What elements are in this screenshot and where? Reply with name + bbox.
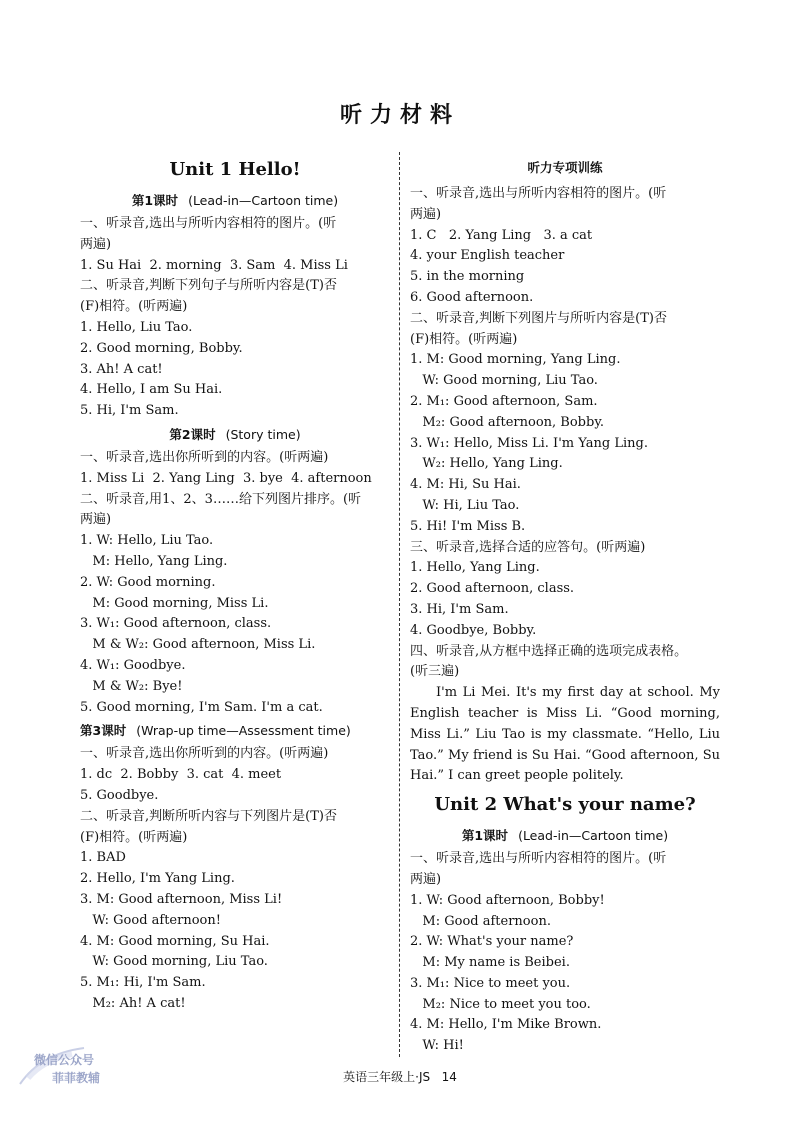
content-line: 1. BAD <box>80 850 126 866</box>
lesson1-heading <box>80 188 390 214</box>
content-line: 2. W: What's your name? <box>410 934 574 950</box>
content-line: 两遍) <box>80 512 112 528</box>
footer-book: 英语三年级上·JS <box>343 1070 431 1084</box>
content-line: M: Hello, Yang Ling. <box>80 553 228 569</box>
content-line: 2. W: Good morning. <box>80 574 216 590</box>
lesson3-content <box>80 744 390 1014</box>
content-line: W: Hi, Liu Tao. <box>410 497 520 513</box>
unit1-title: Unit 1 Hello! <box>169 159 301 180</box>
content-line: M & W₂: Good afternoon, Miss Li. <box>80 637 316 653</box>
content-line: 1. Hello, Yang Ling. <box>410 560 540 576</box>
unit2-lesson1-content <box>410 849 720 1057</box>
content-line: 4. W₁: Goodbye. <box>80 657 186 673</box>
lesson2-heading <box>80 422 390 448</box>
special-training-content <box>410 184 720 683</box>
content-line: 5. Hi, I'm Sam. <box>80 403 179 419</box>
content-line: W: Good morning, Liu Tao. <box>80 954 268 970</box>
section-instruction: 四、听录音,从方框中选择正确的选项完成表格。 <box>410 643 688 659</box>
content-line: 3. Hi, I'm Sam. <box>410 601 509 617</box>
lesson3-label: 第3课时 <box>80 723 127 739</box>
content-line: 3. W₁: Hello, Miss Li. I'm Yang Ling. <box>410 435 648 451</box>
content-line: 5. Hi! I'm Miss B. <box>410 518 526 534</box>
section-instruction: 一、听录音,选出与所听内容相符的图片。(听 <box>410 851 667 867</box>
content-line: 4. your English teacher <box>410 248 565 264</box>
lesson3-name: (Wrap-up time—Assessment time) <box>136 723 351 739</box>
content-line: M: Good morning, Miss Li. <box>80 595 269 611</box>
section-instruction: 一、听录音,选出与所听内容相符的图片。(听 <box>410 186 667 201</box>
content-line: 2. Good morning, Bobby. <box>80 340 243 356</box>
lesson3-heading <box>80 718 390 744</box>
content-line: 5. Good morning, I'm Sam. I'm a cat. <box>80 699 323 715</box>
lesson2-name: (Story time) <box>225 426 301 442</box>
section-instruction: 一、听录音,选出你所听到的内容。(听两遍) <box>80 746 329 762</box>
content-line: 两遍) <box>80 236 112 252</box>
section-instruction: 三、听录音,选择合适的应答句。(听两遍) <box>410 539 646 555</box>
lesson1-name: (Lead-in—Cartoon time) <box>188 193 339 208</box>
unit2-lesson1-label: 第1课时 <box>461 828 509 844</box>
content-line: 1. W: Good afternoon, Bobby! <box>410 892 605 908</box>
section-instruction: 一、听录音,选出你所听到的内容。(听两遍) <box>80 449 329 465</box>
content-line: (F)相符。(听两遍) <box>410 331 518 347</box>
watermark-line1: 微信公众号 <box>34 1053 95 1067</box>
lesson1-content <box>80 214 390 422</box>
special-training-title <box>410 152 720 184</box>
content-line: 5. Goodbye. <box>80 787 159 803</box>
content-line: 3. M: Good afternoon, Miss Li! <box>80 891 283 907</box>
content-line: W: Good afternoon! <box>80 912 221 928</box>
content-line: (F)相符。(听两遍) <box>80 829 188 845</box>
left-column <box>80 152 390 1015</box>
listening-paragraph: I'm Li Mei. It's my first day at school. My English teacher is Miss Li. “Good morning, Miss Li.” Liu Tao is my classmate. “Hello, Liu Tao.” My friend is Su Hai. “Good afternoon, Su Hai.” I can greet people politely. <box>410 685 720 784</box>
content-line: W: Good morning, Liu Tao. <box>410 373 598 389</box>
content-line: 5. in the morning <box>410 269 525 285</box>
lesson1-label: 第1课时 <box>131 193 179 208</box>
content-line: 4. M: Hi, Su Hai. <box>410 477 521 493</box>
content-line: M₂: Ah! A cat! <box>80 995 186 1011</box>
content-line: 1. Su Hai 2. morning 3. Sam 4. Miss Li <box>80 257 348 273</box>
right-column <box>410 152 720 1057</box>
content-line: 1. dc 2. Bobby 3. cat 4. meet <box>80 767 282 783</box>
content-line: (听三遍) <box>410 664 460 680</box>
watermark-line2: 菲菲教辅 <box>52 1071 101 1085</box>
column-divider <box>399 152 400 1057</box>
content-line: 3. M₁: Nice to meet you. <box>410 975 571 991</box>
unit2-lesson1-heading <box>410 823 720 849</box>
content-line: W: Hi! <box>410 1038 464 1054</box>
content-line: 1. Miss Li 2. Yang Ling 3. bye 4. afternoon <box>80 470 372 486</box>
section-instruction: 二、听录音,判断下列句子与所听内容是(T)否 <box>80 278 337 294</box>
section-instruction: 二、听录音,判断所听内容与下列图片是(T)否 <box>80 808 337 824</box>
content-line: 2. Hello, I'm Yang Ling. <box>80 871 235 887</box>
content-line: M₂: Nice to meet you too. <box>410 996 591 1012</box>
special-training-label: 听力专项训练 <box>527 160 603 175</box>
content-line: M & W₂: Bye! <box>80 678 183 694</box>
content-line: 1. W: Hello, Liu Tao. <box>80 533 214 549</box>
page-footer <box>0 1068 800 1085</box>
content-line: 4. Hello, I am Su Hai. <box>80 382 223 398</box>
content-line: M₂: Good afternoon, Bobby. <box>410 414 605 430</box>
content-line: 5. M₁: Hi, I'm Sam. <box>80 975 206 991</box>
content-line: (F)相符。(听两遍) <box>80 299 188 315</box>
lesson2-content <box>80 448 390 718</box>
content-line: 2. M₁: Good afternoon, Sam. <box>410 393 598 409</box>
section-instruction: 二、听录音,判断下列图片与所听内容是(T)否 <box>410 310 667 326</box>
lesson2-label: 第2课时 <box>169 426 216 442</box>
content-line: 4. M: Hello, I'm Mike Brown. <box>410 1017 602 1033</box>
content-line: M: My name is Beibei. <box>410 955 570 971</box>
content-line: 1. C 2. Yang Ling 3. a cat <box>410 227 593 243</box>
content-line: M: Good afternoon. <box>410 913 551 929</box>
content-line: 4. Goodbye, Bobby. <box>410 622 537 638</box>
footer-page-number: 14 <box>441 1070 457 1084</box>
content-line: 1. M: Good morning, Yang Ling. <box>410 352 621 368</box>
content-line: 两遍) <box>410 206 442 222</box>
content-line: 2. Good afternoon, class. <box>410 581 575 597</box>
content-line: 1. Hello, Liu Tao. <box>80 319 193 335</box>
content-line: 3. W₁: Good afternoon, class. <box>80 616 272 632</box>
section-instruction: 二、听录音,用1、2、3……给下列图片排序。(听 <box>80 491 362 507</box>
content-line: 4. M: Good morning, Su Hai. <box>80 933 270 949</box>
content-line: 3. Ah! A cat! <box>80 361 163 377</box>
page-title: 听力材料 <box>339 103 460 128</box>
unit2-title: Unit 2 What's your name? <box>434 794 696 816</box>
unit2-lesson1-name: (Lead-in—Cartoon time) <box>518 828 669 844</box>
content-line: 两遍) <box>410 871 442 887</box>
content-line: 6. Good afternoon. <box>410 289 534 305</box>
section-instruction: 一、听录音,选出与所听内容相符的图片。(听 <box>80 216 337 231</box>
content-line: W₂: Hello, Yang Ling. <box>410 456 563 472</box>
